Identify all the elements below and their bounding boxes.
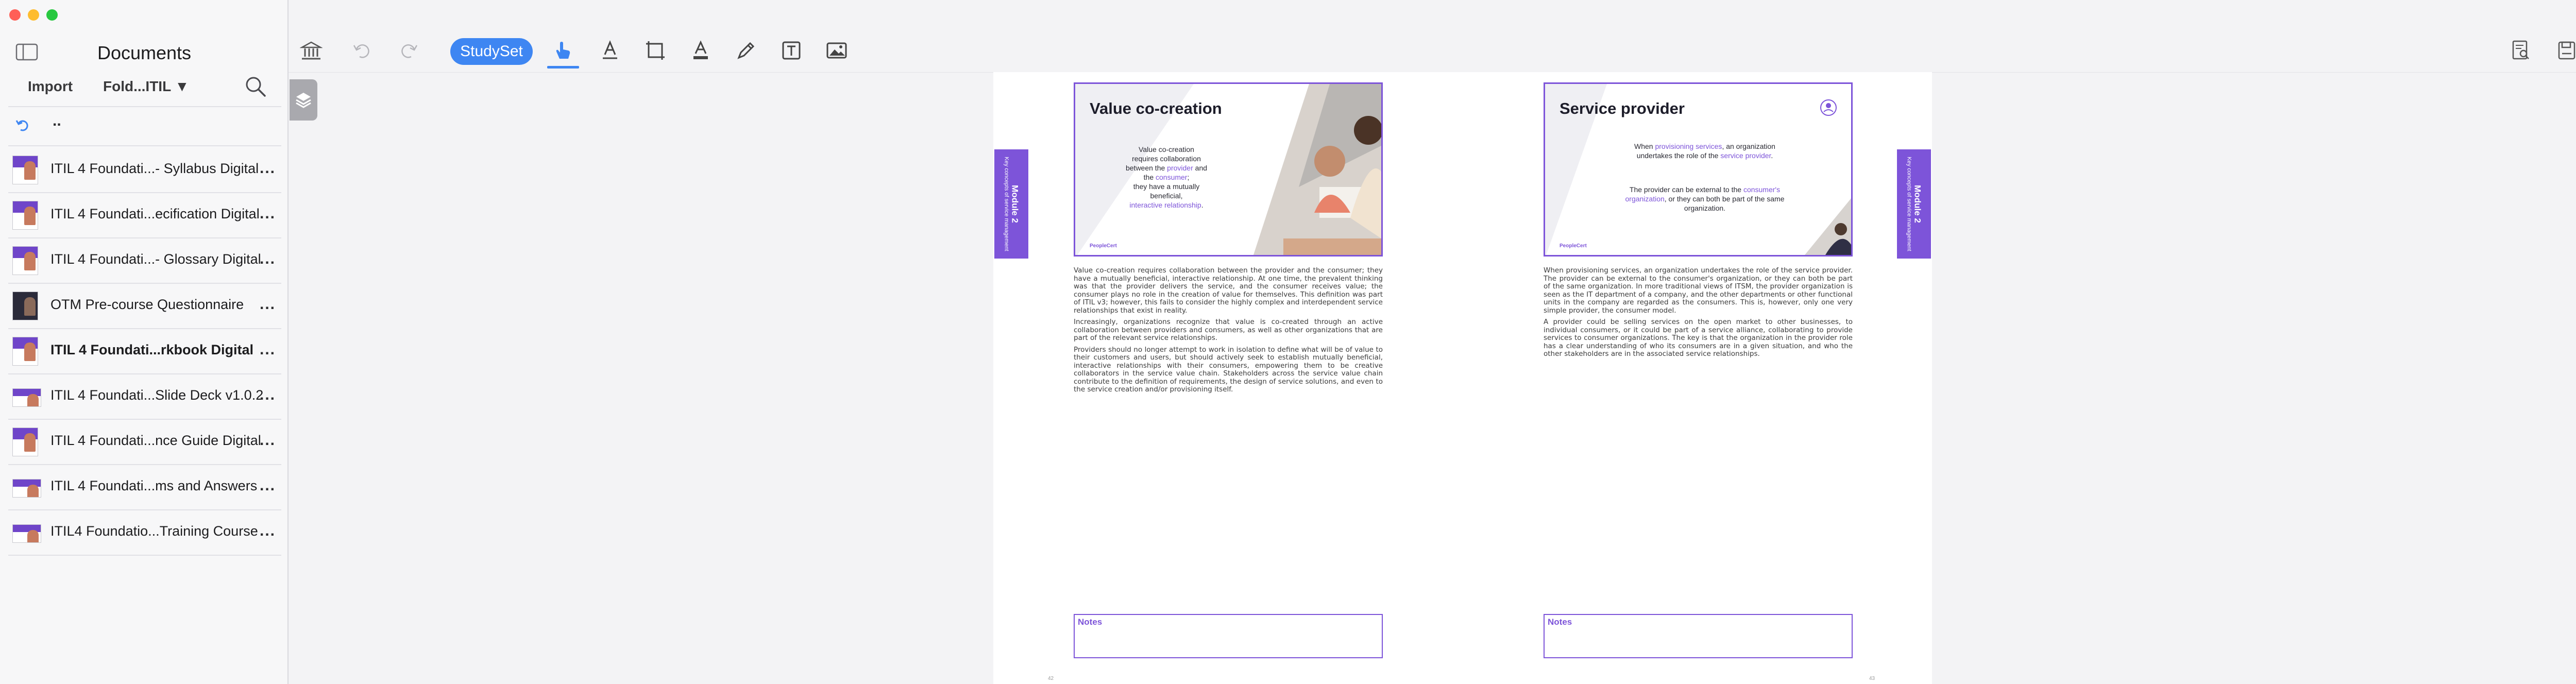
layers-icon — [294, 91, 313, 109]
document-more-button[interactable]: ... — [260, 477, 276, 494]
layers-panel-tab[interactable] — [290, 79, 317, 121]
slide-summary-2: The provider can be external to the consumer's organization, or they can both be part of the same organization. — [1625, 185, 1785, 212]
thumbnail-photo — [24, 252, 36, 270]
peoplecert-logo: PeopleCert — [1560, 243, 1587, 249]
document-item[interactable] — [0, 329, 289, 374]
sidebar — [0, 0, 289, 684]
document-item[interactable] — [0, 374, 289, 419]
document-name: ITIL 4 Foundati...rkbook Digital — [50, 342, 254, 357]
crop-area-icon[interactable] — [644, 39, 667, 62]
document-item[interactable] — [0, 147, 289, 193]
module-tab-right — [1897, 149, 1931, 259]
library-icon[interactable] — [300, 39, 323, 62]
document-thumbnail — [12, 388, 41, 407]
document-item[interactable] — [0, 283, 289, 329]
window-controls — [9, 9, 58, 21]
slide-title: Service provider — [1560, 99, 1685, 117]
body-paragraph: When provisioning services, an organization undertakes the role of the service provider. The provider can be external to the consumer's organization, or they can both be part of the same organization. In more traditional views of ITSM, the provider organization is seen as the IT department of a company, and the other departments or other functional units in the company are regarded as the consumers. This is, however, only one very simple provider, the consumer model. — [1544, 266, 1853, 315]
corner-photo — [1805, 198, 1851, 255]
pen-icon[interactable] — [735, 39, 757, 62]
pointer-hand-icon[interactable] — [551, 39, 574, 62]
document-thumbnail — [12, 246, 38, 275]
document-thumbnail — [12, 479, 41, 498]
document-name: ITIL 4 Foundati...nce Guide Digital — [50, 433, 261, 448]
search-icon[interactable] — [244, 75, 267, 98]
document-item[interactable] — [0, 510, 289, 555]
close-window-button[interactable] — [9, 9, 21, 21]
import-button[interactable]: Import — [28, 78, 73, 94]
page-number-right: 43 — [1869, 676, 1875, 681]
document-name: ITIL 4 Foundati...ecification Digital — [50, 206, 260, 221]
redo-icon[interactable] — [397, 39, 419, 62]
toolbar — [289, 0, 2576, 73]
body-paragraph: Increasingly, organizations recognize that value is co-created through an active collaboration between providers and consumers, as well as other organizations that are part of the relevant service relationships. — [1074, 318, 1383, 342]
meeting-photo — [1252, 84, 1381, 256]
document-thumbnail — [12, 292, 38, 320]
document-thumbnail — [12, 201, 38, 230]
thumbnail-photo — [24, 433, 36, 452]
zoom-window-button[interactable] — [46, 9, 58, 21]
document-item[interactable] — [0, 419, 289, 465]
divider — [8, 555, 281, 556]
back-arrow-icon[interactable] — [15, 117, 31, 133]
module-subtitle: Key concepts of service management — [1906, 157, 1912, 251]
undo-icon[interactable] — [351, 39, 374, 62]
active-tool-indicator — [547, 66, 579, 69]
slide-summary: Value co-creation requires collaboration between the provider and the consumer; they have a mutually beneficial, interactive relationship. — [1125, 145, 1208, 209]
service-provider-icon — [1818, 97, 1839, 118]
document-thumbnail — [12, 427, 38, 456]
document-more-button[interactable]: ... — [260, 296, 276, 313]
module-tab-left — [994, 149, 1028, 259]
document-more-button[interactable]: ... — [260, 522, 276, 539]
text-color-icon[interactable] — [689, 39, 712, 62]
page-number-left: 42 — [1048, 676, 1054, 681]
notes-box-right[interactable] — [1544, 614, 1853, 658]
folder-selector[interactable]: Fold...ITIL ▼ — [103, 78, 190, 94]
peoplecert-logo: PeopleCert — [1090, 243, 1117, 249]
document-thumbnail — [12, 156, 38, 184]
module-subtitle: Key concepts of service management — [1003, 157, 1010, 251]
slide-title: Value co-creation — [1090, 99, 1222, 117]
minimize-window-button[interactable] — [28, 9, 39, 21]
thumbnail-photo — [24, 297, 36, 316]
thumbnail-photo — [24, 161, 36, 180]
document-more-button[interactable]: ... — [260, 250, 276, 267]
body-paragraph: Value co-creation requires collaboration between the provider and the consumer; they have a mutually beneficial, interactive relationship. At one time, the prevalent thinking was that the provider delivers the service, and the consumer receives value; the consumer plays no role in the creation of value for themselves. This definition was part of ITIL v3; however, this fails to consider the highly complex and interdependent service relationships that exist in reality. — [1074, 266, 1383, 315]
document-name: ITIL4 Foundatio...Training Course — [50, 523, 258, 539]
document-more-button[interactable]: ... — [260, 386, 276, 403]
document-more-button[interactable]: ... — [260, 432, 276, 449]
image-icon[interactable] — [825, 39, 848, 62]
text-box-icon[interactable] — [780, 39, 803, 62]
slide-service-provider — [1544, 82, 1853, 256]
document-item[interactable] — [0, 193, 289, 238]
document-more-button[interactable]: ... — [260, 341, 276, 358]
document-name: ITIL 4 Foundati...- Syllabus Digital — [50, 161, 259, 176]
body-text-left — [1074, 267, 1383, 398]
document-thumbnail — [12, 337, 38, 366]
document-thumbnail — [12, 524, 41, 543]
divider — [8, 106, 281, 107]
notes-label: Notes — [1078, 617, 1103, 627]
slide-value-co-creation — [1074, 82, 1383, 256]
sidebar-title: Documents — [97, 42, 192, 63]
studyset-button[interactable]: StudySet — [450, 38, 533, 65]
document-more-button[interactable]: ... — [260, 160, 276, 177]
document-search-icon[interactable] — [2509, 39, 2532, 62]
module-label: Module 2 — [1010, 185, 1020, 223]
slide-summary-1: When provisioning services, an organization undertakes the role of the service provider. — [1634, 142, 1775, 160]
body-text-right — [1544, 267, 1853, 362]
body-paragraph: Providers should no longer attempt to work in isolation to define what will be of value to their customers and users, but should actively seek to establish mutually beneficial, interactive relationships with their consumers, empowering them to be creative collaborators in the service value chain. Stakeholders across the service value chain contribute to the definition of requirements, the design of service solutions, and even to the service creation and/or provisioning itself. — [1074, 345, 1383, 394]
document-name: ITIL 4 Foundati...- Glossary Digital — [50, 251, 261, 267]
save-icon[interactable] — [2555, 39, 2576, 62]
document-item[interactable] — [0, 465, 289, 510]
notes-box-left[interactable] — [1074, 614, 1383, 658]
document-name: ITIL 4 Foundati...Slide Deck v1.0.2 — [50, 387, 264, 403]
body-paragraph: A provider could be selling services on the open market to other businesses, to individual consumers, or it could be part of a service alliance, collaborating to provide services to consumer organizations. The key is that the organization in the provider role has a clear understanding of who its consumers are in a given situation, and who the other stakeholders are in the associated service relationships. — [1544, 318, 1853, 358]
thumbnail-photo — [27, 485, 39, 498]
thumbnail-photo — [27, 394, 39, 407]
notes-label: Notes — [1548, 617, 1572, 627]
divider — [8, 145, 281, 146]
thumbnail-photo — [24, 207, 36, 225]
document-name: ITIL 4 Foundati...ms and Answers — [50, 478, 258, 493]
document-more-button[interactable]: ... — [260, 205, 276, 222]
thumbnail-photo — [27, 530, 39, 543]
document-item[interactable] — [0, 238, 289, 283]
module-label: Module 2 — [1912, 185, 1923, 223]
parent-folder-link[interactable]: .. — [53, 112, 61, 129]
text-highlight-icon[interactable] — [599, 39, 621, 62]
thumbnail-photo — [24, 343, 36, 361]
document-name: OTM Pre-course Questionnaire — [50, 297, 244, 312]
page-spread — [993, 72, 1932, 684]
document-list — [0, 147, 289, 555]
